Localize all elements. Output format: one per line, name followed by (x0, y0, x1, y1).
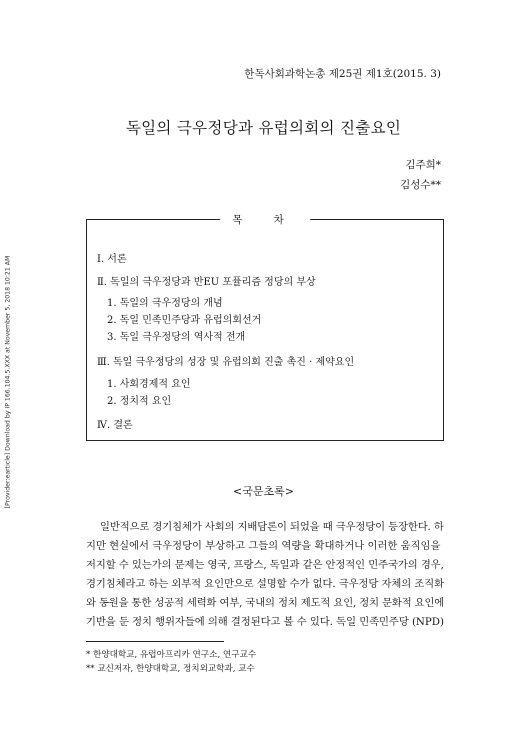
author-1: 김주희* (405, 159, 441, 171)
toc-item: 1. 독일의 극우정당의 개념 (107, 298, 223, 309)
abstract-line: 일반적으로 경기침체가 사회의 지배담론이 되었을 때 극우정당이 등장한다. 하 (100, 521, 444, 533)
toc-item: 2. 정치적 요인 (107, 396, 172, 407)
toc-heading: 목 차 (220, 212, 310, 227)
toc-item: Ⅰ. 서론 (97, 254, 127, 265)
toc-item: 1. 사회경제적 요인 (107, 379, 191, 390)
toc-item: Ⅳ. 결론 (97, 420, 133, 431)
footnote-1: * 한양대학교, 유럽아프리카 연구소, 연구교수 (86, 650, 257, 660)
abstract-heading: <국문초록> (233, 485, 294, 498)
abstract-line: 와 동원을 통한 성공적 세력화 여부, 국내의 정치 제도적 요인, 정치 문화적 요인에 (86, 597, 445, 609)
abstract-line: 지만 현실에서 극우정당이 부상하고 그들의 역량을 확대하거나 이러한 움직임을 (86, 540, 441, 552)
footnote-divider (86, 641, 224, 642)
paper-title: 독일의 극우정당과 유럽의회의 진출요인 (125, 119, 402, 137)
author-2: 김성수** (400, 179, 441, 191)
toc-item: 2. 독일 민족민주당과 유럽의회선거 (107, 315, 262, 326)
toc-item: 3. 독일 극우정당의 역사적 전개 (107, 332, 246, 343)
toc-item: Ⅱ. 독일의 극우정당과 반EU 포퓰리즘 정당의 부상 (97, 277, 316, 288)
download-stamp-text: [Provider:earticle] Download by IP 166.104.5.XXX at November 5, 2018 10:21 AM (4, 255, 12, 509)
footnote-2: ** 교신저자, 한양대학교, 정치외교학과, 교수 (86, 664, 255, 674)
abstract-line: 경기침체라고 하는 외부적 요인만으로 설명할 수가 없다. 극우정당 자체의 조직화 (86, 578, 444, 590)
table-of-contents (86, 214, 444, 441)
journal-info: 한독사회과학논총 제25권 제1호(2015. 3) (244, 68, 441, 80)
toc-item: Ⅲ. 독일 극우정당의 성장 및 유럽의회 진출 촉진 · 제약요인 (97, 357, 355, 368)
abstract-line: 기반을 둔 정치 행위자들에 의해 결정된다고 볼 수 있다. 독일 민족민주당 (NPD) (86, 616, 444, 628)
abstract-line: 저지할 수 있는가의 문제는 영국, 프랑스, 독일과 같은 안정적인 민주국가의 경우, (86, 559, 444, 571)
